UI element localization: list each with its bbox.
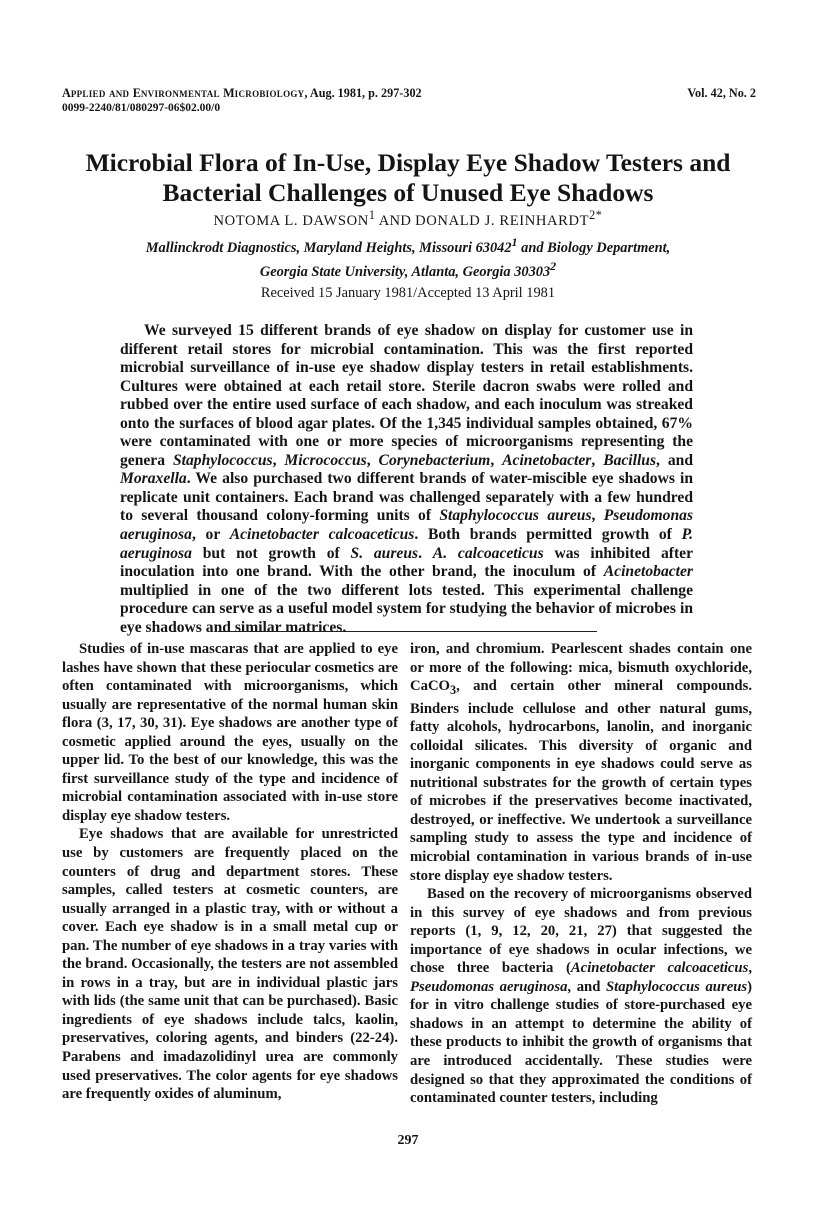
abstract: We surveyed 15 different brands of eye shadow on display for customer use in different retail stores for microbial contamination. This was the first reported microbial surveillance of in-use eye shadow display testers in retail establishments. Cultures were obtained at each retail store. Sterile dacron swabs were rolled and rubbed over the entire used surface of each shadow, and each inoculum was streaked onto the surfaces of blood agar plates. Of the 1,345 individual samples obtained, 67% were contaminated with one or more species of microorganisms representing the genera Staphylococcus, Micrococcus, Corynebacterium, Acinetobacter, Bacillus, and Moraxella. We also purchased two different brands of water-miscible eye shadows in replicate unit containers. Each brand was challenged separately with a few hundred to several thousand colony-forming units of Staphylococcus aureus, Pseudomonas aeruginosa, or Acinetobacter calcoaceticus. Both brands permitted growth of P. aeruginosa but not growth of S. aureus. A. calcoaceticus was inhibited after inoculation into one brand. With the other brand, the inoculum of Acinetobacter multiplied in one of the two different lots tested. This experimental challenge procedure can serve as a useful model system for studying the behavior of microbes in eye shadows and similar matrices. [120, 322, 694, 636]
title-line-1: Microbial Flora of In-Use, Display Eye Shadow Testers and [85, 148, 731, 177]
body-paragraph: Based on the recovery of microorganisms observed in this survey of eye shadows and from previous reports (1, 9, 12, 20, 21, 27) that suggested the importance of eye shadows in ocular infections, we chose three bacteria (Acinetobacter calcoaceticus, Pseudomonas aeruginosa, and Staphylococcus aureus) for in vitro challenge studies of store-purchased eye shadows in an attempt to determine the ability of these products to inhibit the growth of organisms that are introduced accidentally. These studies were designed so that they approximated the conditions of contaminated counter testers, including [410, 886, 753, 1107]
running-head [62, 86, 756, 116]
page-number: 297 [397, 1133, 419, 1148]
article-title [40, 148, 776, 208]
issn-code: 0099-2240/81/080297-06$02.00/0 [62, 102, 221, 114]
author-dawson: NOTOMA L. DAWSON [213, 212, 369, 229]
author-reinhardt: DONALD J. REINHARDT [415, 212, 590, 229]
body-column-left [62, 640, 398, 1104]
author-reinhardt-affil-marker: 2* [589, 208, 603, 222]
title-line-2: Bacterial Challenges of Unused Eye Shadows [162, 178, 654, 207]
journal-citation: , Aug. 1981, p. 297-302 [304, 86, 422, 100]
body-paragraph: Studies of in-use mascaras that are applied to eye lashes have shown that these periocular cosmetics are often contaminated with microorganisms, which usually are representative of the normal human skin flora (3, 17, 30, 31). Eye shadows are another type of cosmetic applied around the eyes, usually on the upper lid. To the best of our knowledge, this was the first surveillance study of the type and incidence of microbial contamination associated with in-use store display eye shadow testers. [62, 641, 398, 824]
received-accepted-dates: Received 15 January 1981/Accepted 13 April 1981 [260, 285, 556, 301]
author-conjunction: AND [375, 212, 416, 229]
journal-name: Applied and Environmental Microbiology [62, 86, 305, 100]
author-list [40, 208, 776, 230]
volume-issue: Vol. 42, No. 2 [687, 86, 756, 100]
journal-citation-line [62, 86, 756, 101]
author-dawson-affil-marker: 1 [368, 208, 376, 222]
body-column-right [410, 640, 752, 1108]
affiliations: Mallinckrodt Diagnostics, Maryland Heights, Missouri 63042$^1$ and Biology Department, Georgia State University, Atlanta, Georgia 30303$^2$ [145, 235, 671, 281]
body-paragraph: Eye shadows that are available for unrestricted use by customers are frequently placed on the counters of drug and department stores. These samples, called testers at cosmetic counters, are usually arranged in a plastic tray, with or without a cover. Each eye shadow is in a small metal cup or pan. The number of eye shadows in a tray varies with the brand. Occasionally, the testers are not assembled in rows in a tray, but are in individual plastic jars with lids (the same unit that can be purchased). Basic ingredients of eye shadows include talcs, kaolin, preservatives, coloring agents, and binders (22-24). Parabens and imadazolidinyl urea are commonly used preservatives. The color agents for eye shadows are frequently oxides of aluminum, [62, 826, 398, 1103]
section-divider [218, 631, 597, 632]
body-paragraph: iron, and chromium. Pearlescent shades contain one or more of the following: mica, bismuth oxychloride, CaCO$_3$, and certain other mineral compounds. Binders include cellulose and other natural gums, fatty alcohols, hydrocarbons, lanolin, and inorganic colloidal silicates. This diversity of organic and inorganic components in eye shadows could serve as nutritional substrates for the growth of certain types of microbes if the preservatives become inactivated, destroyed, or ineffective. We undertook a surveillance sampling study to assess the type and incidence of microbial contamination in various brands of in-use store display eye shadow testers. [410, 641, 752, 884]
